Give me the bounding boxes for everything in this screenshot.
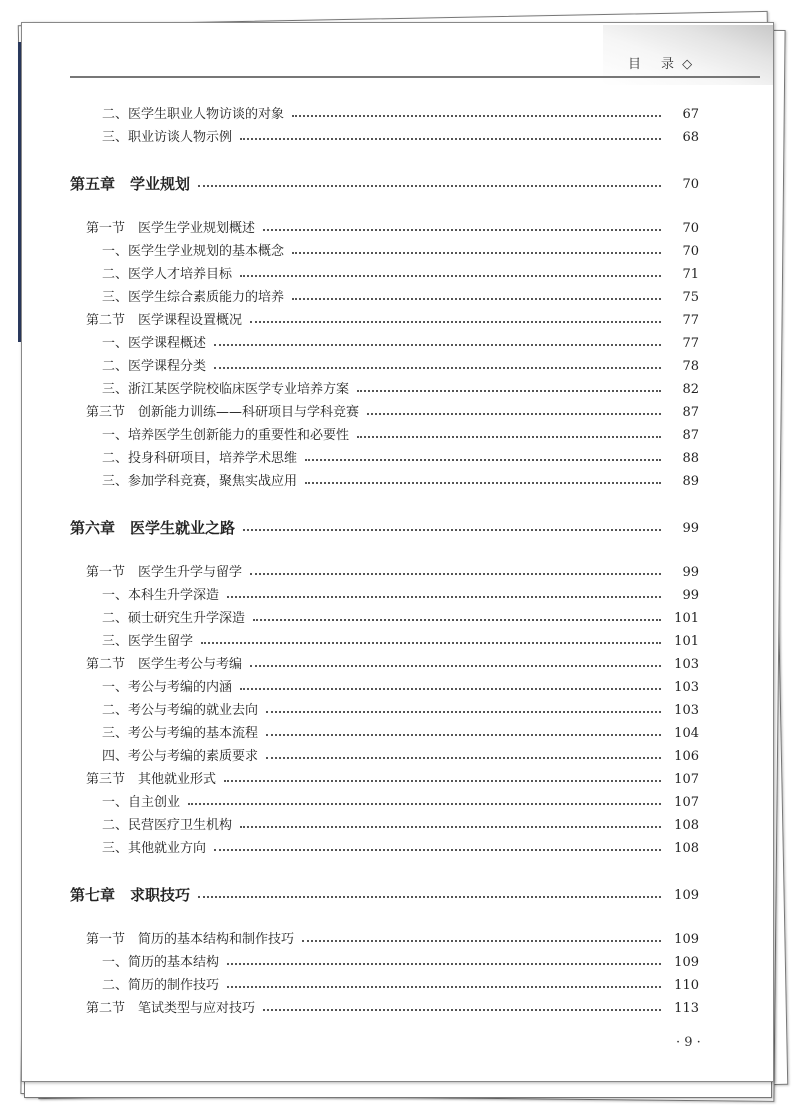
- dot-leader: [292, 252, 661, 254]
- toc-entry-title: 二、硕士研究生升学深造: [102, 611, 246, 626]
- toc-entry-title: 第六章 医学生就业之路: [70, 519, 236, 537]
- dot-leader: [263, 229, 661, 231]
- toc-item[interactable]: [102, 814, 699, 837]
- toc-entry-title: 二、考公与考编的就业去向: [102, 703, 259, 718]
- header-title-a: 目: [628, 57, 644, 72]
- toc-section[interactable]: [86, 928, 699, 951]
- toc-entry-title: 二、医学课程分类: [102, 359, 207, 374]
- toc-item[interactable]: [102, 263, 699, 286]
- dot-leader: [250, 573, 661, 575]
- toc-entry-title: 二、医学人才培养目标: [102, 267, 233, 282]
- toc-entry-title: 一、本科生升学深造: [102, 588, 220, 603]
- toc-entry-title: 二、投身科研项目，培养学术思维: [102, 451, 298, 466]
- toc-item[interactable]: [102, 470, 699, 493]
- header-rule: [70, 76, 760, 78]
- toc-entry-title: 四、考公与考编的素质要求: [102, 749, 259, 764]
- dot-leader: [266, 757, 661, 759]
- toc-entry-title: 第二节 笔试类型与应对技巧: [86, 1001, 256, 1016]
- dot-leader: [250, 321, 661, 323]
- toc-entry-page: 99: [682, 588, 699, 603]
- toc-entry-page: 75: [682, 290, 699, 305]
- toc-entry-page: 103: [674, 703, 699, 718]
- toc-entry-page: 109: [674, 932, 699, 947]
- toc-entry-page: 87: [682, 428, 699, 443]
- toc-entry-page: 77: [682, 336, 699, 351]
- diamond-icon: ◇: [682, 57, 695, 72]
- toc-item[interactable]: [102, 447, 699, 470]
- toc-entry-title: 三、医学生综合素质能力的培养: [102, 290, 285, 305]
- dot-leader: [240, 275, 661, 277]
- toc-entry-page: 67: [682, 107, 699, 122]
- page-number: · 9 ·: [676, 1035, 701, 1050]
- toc-section[interactable]: [86, 997, 699, 1020]
- toc-item[interactable]: [102, 424, 699, 447]
- toc-item[interactable]: [102, 630, 699, 653]
- toc-section[interactable]: [86, 309, 699, 332]
- toc-entry-title: 第七章 求职技巧: [70, 886, 191, 904]
- toc-entry-page: 70: [682, 177, 699, 192]
- dot-leader: [266, 711, 661, 713]
- toc-section[interactable]: [86, 561, 699, 584]
- toc-item[interactable]: [102, 355, 699, 378]
- dot-leader: [357, 390, 661, 392]
- toc-entry-page: 113: [674, 1001, 699, 1016]
- running-header: [628, 53, 694, 72]
- toc-item[interactable]: [102, 126, 699, 149]
- dot-leader: [240, 826, 661, 828]
- dot-leader: [198, 185, 661, 187]
- toc-section[interactable]: [86, 217, 699, 240]
- dot-leader: [214, 367, 661, 369]
- toc-entry-page: 108: [674, 841, 699, 856]
- toc-entry-title: 三、职业访谈人物示例: [102, 130, 233, 145]
- toc-entry-title: 三、浙江某医学院校临床医学专业培养方案: [102, 382, 350, 397]
- toc-entry-title: 三、考公与考编的基本流程: [102, 726, 259, 741]
- dot-leader: [198, 896, 661, 898]
- toc-entry-title: 第一节 医学生学业规划概述: [86, 221, 256, 236]
- dot-leader: [292, 115, 661, 117]
- toc-chapter[interactable]: [70, 517, 699, 540]
- toc-entry-title: 三、医学生留学: [102, 634, 194, 649]
- toc-entry-title: 第一节 简历的基本结构和制作技巧: [86, 932, 295, 947]
- dot-leader: [250, 665, 661, 667]
- toc-entry-page: 99: [682, 565, 699, 580]
- toc-entry-title: 三、参加学科竞赛，聚焦实战应用: [102, 474, 298, 489]
- dot-leader: [240, 688, 661, 690]
- toc-item[interactable]: [102, 378, 699, 401]
- toc-entry-title: 第二节 医学生考公与考编: [86, 657, 243, 672]
- toc-entry-page: 87: [682, 405, 699, 420]
- toc-item[interactable]: [102, 722, 699, 745]
- table-of-contents: [22, 103, 773, 1020]
- toc-entry-title: 第二节 医学课程设置概况: [86, 313, 243, 328]
- toc-item[interactable]: [102, 837, 699, 860]
- toc-entry-page: 68: [682, 130, 699, 145]
- toc-entry-title: 第五章 学业规划: [70, 175, 191, 193]
- toc-chapter[interactable]: [70, 173, 699, 196]
- dot-leader: [214, 344, 661, 346]
- toc-entry-page: 110: [674, 978, 699, 993]
- toc-entry-page: 82: [682, 382, 699, 397]
- document-page: [21, 22, 774, 1082]
- toc-entry-page: 70: [682, 244, 699, 259]
- toc-item[interactable]: [102, 607, 699, 630]
- toc-entry-page: 71: [682, 267, 699, 282]
- toc-entry-page: 88: [682, 451, 699, 466]
- toc-item[interactable]: [102, 286, 699, 309]
- toc-entry-title: 第三节 其他就业形式: [86, 772, 217, 787]
- toc-item[interactable]: [102, 974, 699, 997]
- toc-item[interactable]: [102, 332, 699, 355]
- toc-entry-title: 一、考公与考编的内涵: [102, 680, 233, 695]
- toc-entry-title: 二、医学生职业人物访谈的对象: [102, 107, 285, 122]
- toc-chapter[interactable]: [70, 884, 699, 907]
- toc-entry-page: 103: [674, 680, 699, 695]
- dot-leader: [243, 529, 661, 531]
- header-title-b: 录: [661, 57, 677, 72]
- toc-entry-title: 一、自主创业: [102, 795, 181, 810]
- dot-leader: [305, 482, 661, 484]
- toc-entry-page: 106: [674, 749, 699, 764]
- toc-entry-title: 第一节 医学生升学与留学: [86, 565, 243, 580]
- dot-leader: [357, 436, 661, 438]
- toc-item[interactable]: [102, 699, 699, 722]
- toc-section[interactable]: [86, 768, 699, 791]
- toc-section[interactable]: [86, 653, 699, 676]
- toc-item[interactable]: [102, 240, 699, 263]
- toc-entry-title: 一、医学课程概述: [102, 336, 207, 351]
- toc-entry-page: 104: [674, 726, 699, 741]
- toc-entry-page: 107: [674, 772, 699, 787]
- dot-leader: [266, 734, 661, 736]
- dot-leader: [224, 780, 661, 782]
- toc-entry-page: 109: [674, 955, 699, 970]
- toc-entry-page: 89: [682, 474, 699, 489]
- toc-item[interactable]: [102, 676, 699, 699]
- dot-leader: [302, 940, 661, 942]
- toc-entry-page: 101: [674, 634, 699, 649]
- toc-entry-title: 一、医学生学业规划的基本概念: [102, 244, 285, 259]
- dot-leader: [188, 803, 661, 805]
- toc-entry-page: 108: [674, 818, 699, 833]
- dot-leader: [227, 596, 661, 598]
- toc-entry-page: 77: [682, 313, 699, 328]
- toc-entry-page: 107: [674, 795, 699, 810]
- toc-entry-page: 70: [682, 221, 699, 236]
- dot-leader: [201, 642, 661, 644]
- dot-leader: [305, 459, 661, 461]
- toc-item[interactable]: [102, 103, 699, 126]
- dot-leader: [240, 138, 661, 140]
- toc-entry-title: 二、简历的制作技巧: [102, 978, 220, 993]
- dot-leader: [227, 986, 661, 988]
- dot-leader: [292, 298, 661, 300]
- dot-leader: [367, 413, 661, 415]
- dot-leader: [227, 963, 661, 965]
- toc-entry-title: 一、培养医学生创新能力的重要性和必要性: [102, 428, 350, 443]
- toc-entry-title: 二、民营医疗卫生机构: [102, 818, 233, 833]
- toc-entry-title: 一、简历的基本结构: [102, 955, 220, 970]
- dot-leader: [263, 1009, 661, 1011]
- toc-item[interactable]: [102, 584, 699, 607]
- toc-item[interactable]: [102, 791, 699, 814]
- toc-entry-page: 101: [674, 611, 699, 626]
- toc-entry-page: 109: [674, 888, 699, 903]
- toc-entry-title: 第三节 创新能力训练——科研项目与学科竞赛: [86, 405, 360, 420]
- dot-leader: [214, 849, 661, 851]
- toc-entry-title: 三、其他就业方向: [102, 841, 207, 856]
- toc-entry-page: 103: [674, 657, 699, 672]
- toc-section[interactable]: [86, 401, 699, 424]
- toc-item[interactable]: [102, 745, 699, 768]
- toc-entry-page: 99: [682, 521, 699, 536]
- dot-leader: [253, 619, 661, 621]
- toc-item[interactable]: [102, 951, 699, 974]
- toc-entry-page: 78: [682, 359, 699, 374]
